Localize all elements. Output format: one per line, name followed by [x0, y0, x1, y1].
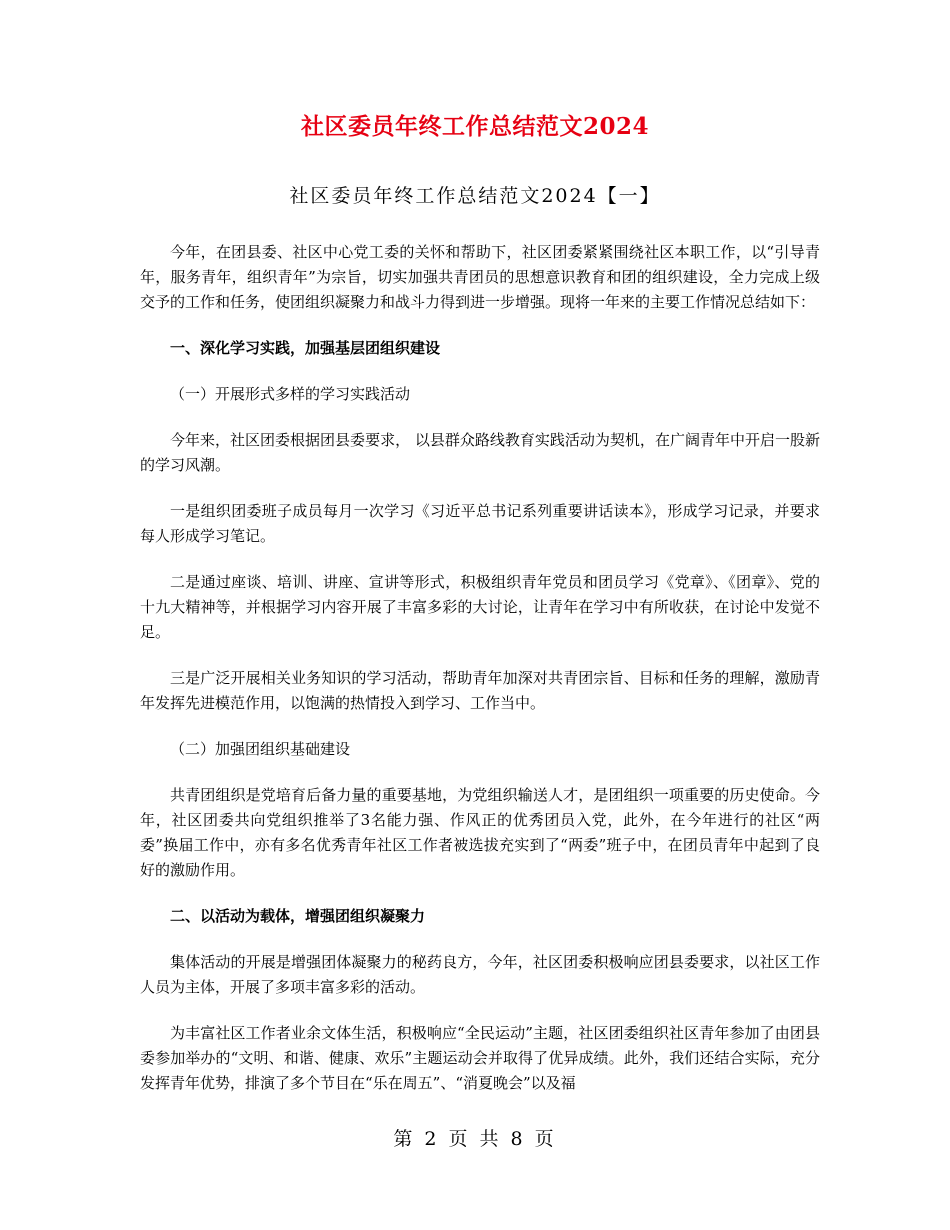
body-paragraph: 三是广泛开展相关业务知识的学习活动，帮助青年加深对共青团宗旨、目标和任务的理解，激励青年发挥先进模范作用，以饱满的热情投入到学习、工作当中。	[140, 669, 820, 712]
heading-1: 一、深化学习实践，加强基层团组织建设	[170, 339, 441, 357]
heading-2: 二、以活动为载体，增强团组织凝聚力	[170, 907, 426, 925]
subheading-1-2: （二）加强团组织基础建设	[170, 740, 351, 758]
body-paragraph: 今年来，社区团委根据团县委要求， 以县群众路线教育实践活动为契机，在广阔青年中开启一股新的学习风潮。	[140, 431, 820, 474]
subheading-1-1: （一）开展形式多样的学习实践活动	[170, 385, 411, 403]
body-paragraph: 一是组织团委班子成员每月一次学习《习近平总书记系列重要讲话读本》，形成学习记录，并要求每人形成学习笔记。	[140, 502, 820, 545]
page-number-footer: 第 2 页 共 8 页	[393, 1128, 557, 1150]
body-paragraph: 集体活动的开展是增强团体凝聚力的秘药良方，今年，社区团委积极响应团县委要求，以社区工作人员为主体，开展了多项丰富多彩的活动。	[140, 953, 820, 996]
intro-paragraph: 今年，在团县委、社区中心党工委的关怀和帮助下，社区团委紧紧围绕社区本职工作，以“引导青年，服务青年，组织青年”为宗旨，切实加强共青团员的思想意识教育和团的组织建设，全力完成上级交予的工作和任务，使团组织凝聚力和战斗力得到进一步增强。现将一年来的主要工作情况总结如下：	[140, 243, 820, 311]
body-paragraph: 共青团组织是党培育后备力量的重要基地，为党组织输送人才，是团组织一项重要的历史使命。今年，社区团委共向党组织推举了3名能力强、作风正的优秀团员入党，此外，在今年进行的社区“两委”换届工作中，亦有多名优秀青年社区工作者被选拔充实到了“两委”班子中，在团员青年中起到了良好的激励作用。	[140, 786, 820, 879]
section-title: 社区委员年终工作总结范文2024【一】	[289, 185, 661, 207]
document-title: 社区委员年终工作总结范文2024	[300, 113, 649, 140]
body-paragraph: 二是通过座谈、培训、讲座、宣讲等形式，积极组织青年党员和团员学习《党章》、《团章》、党的十九大精神等，并根据学习内容开展了丰富多彩的大讨论，让青年在学习中有所收获，在讨论中发觉不足。	[140, 573, 820, 641]
document-body	[140, 240, 820, 1117]
body-paragraph: 为丰富社区工作者业余文体生活，积极响应“全民运动”主题，社区团委组织社区青年参加了由团县委参加举办的“文明、和谐、健康、欢乐”主题运动会并取得了优异成绩。此外，我们还结合实际，充分发挥青年优势，排演了多个节目在“乐在周五”、“消夏晚会”以及福	[140, 1024, 820, 1092]
